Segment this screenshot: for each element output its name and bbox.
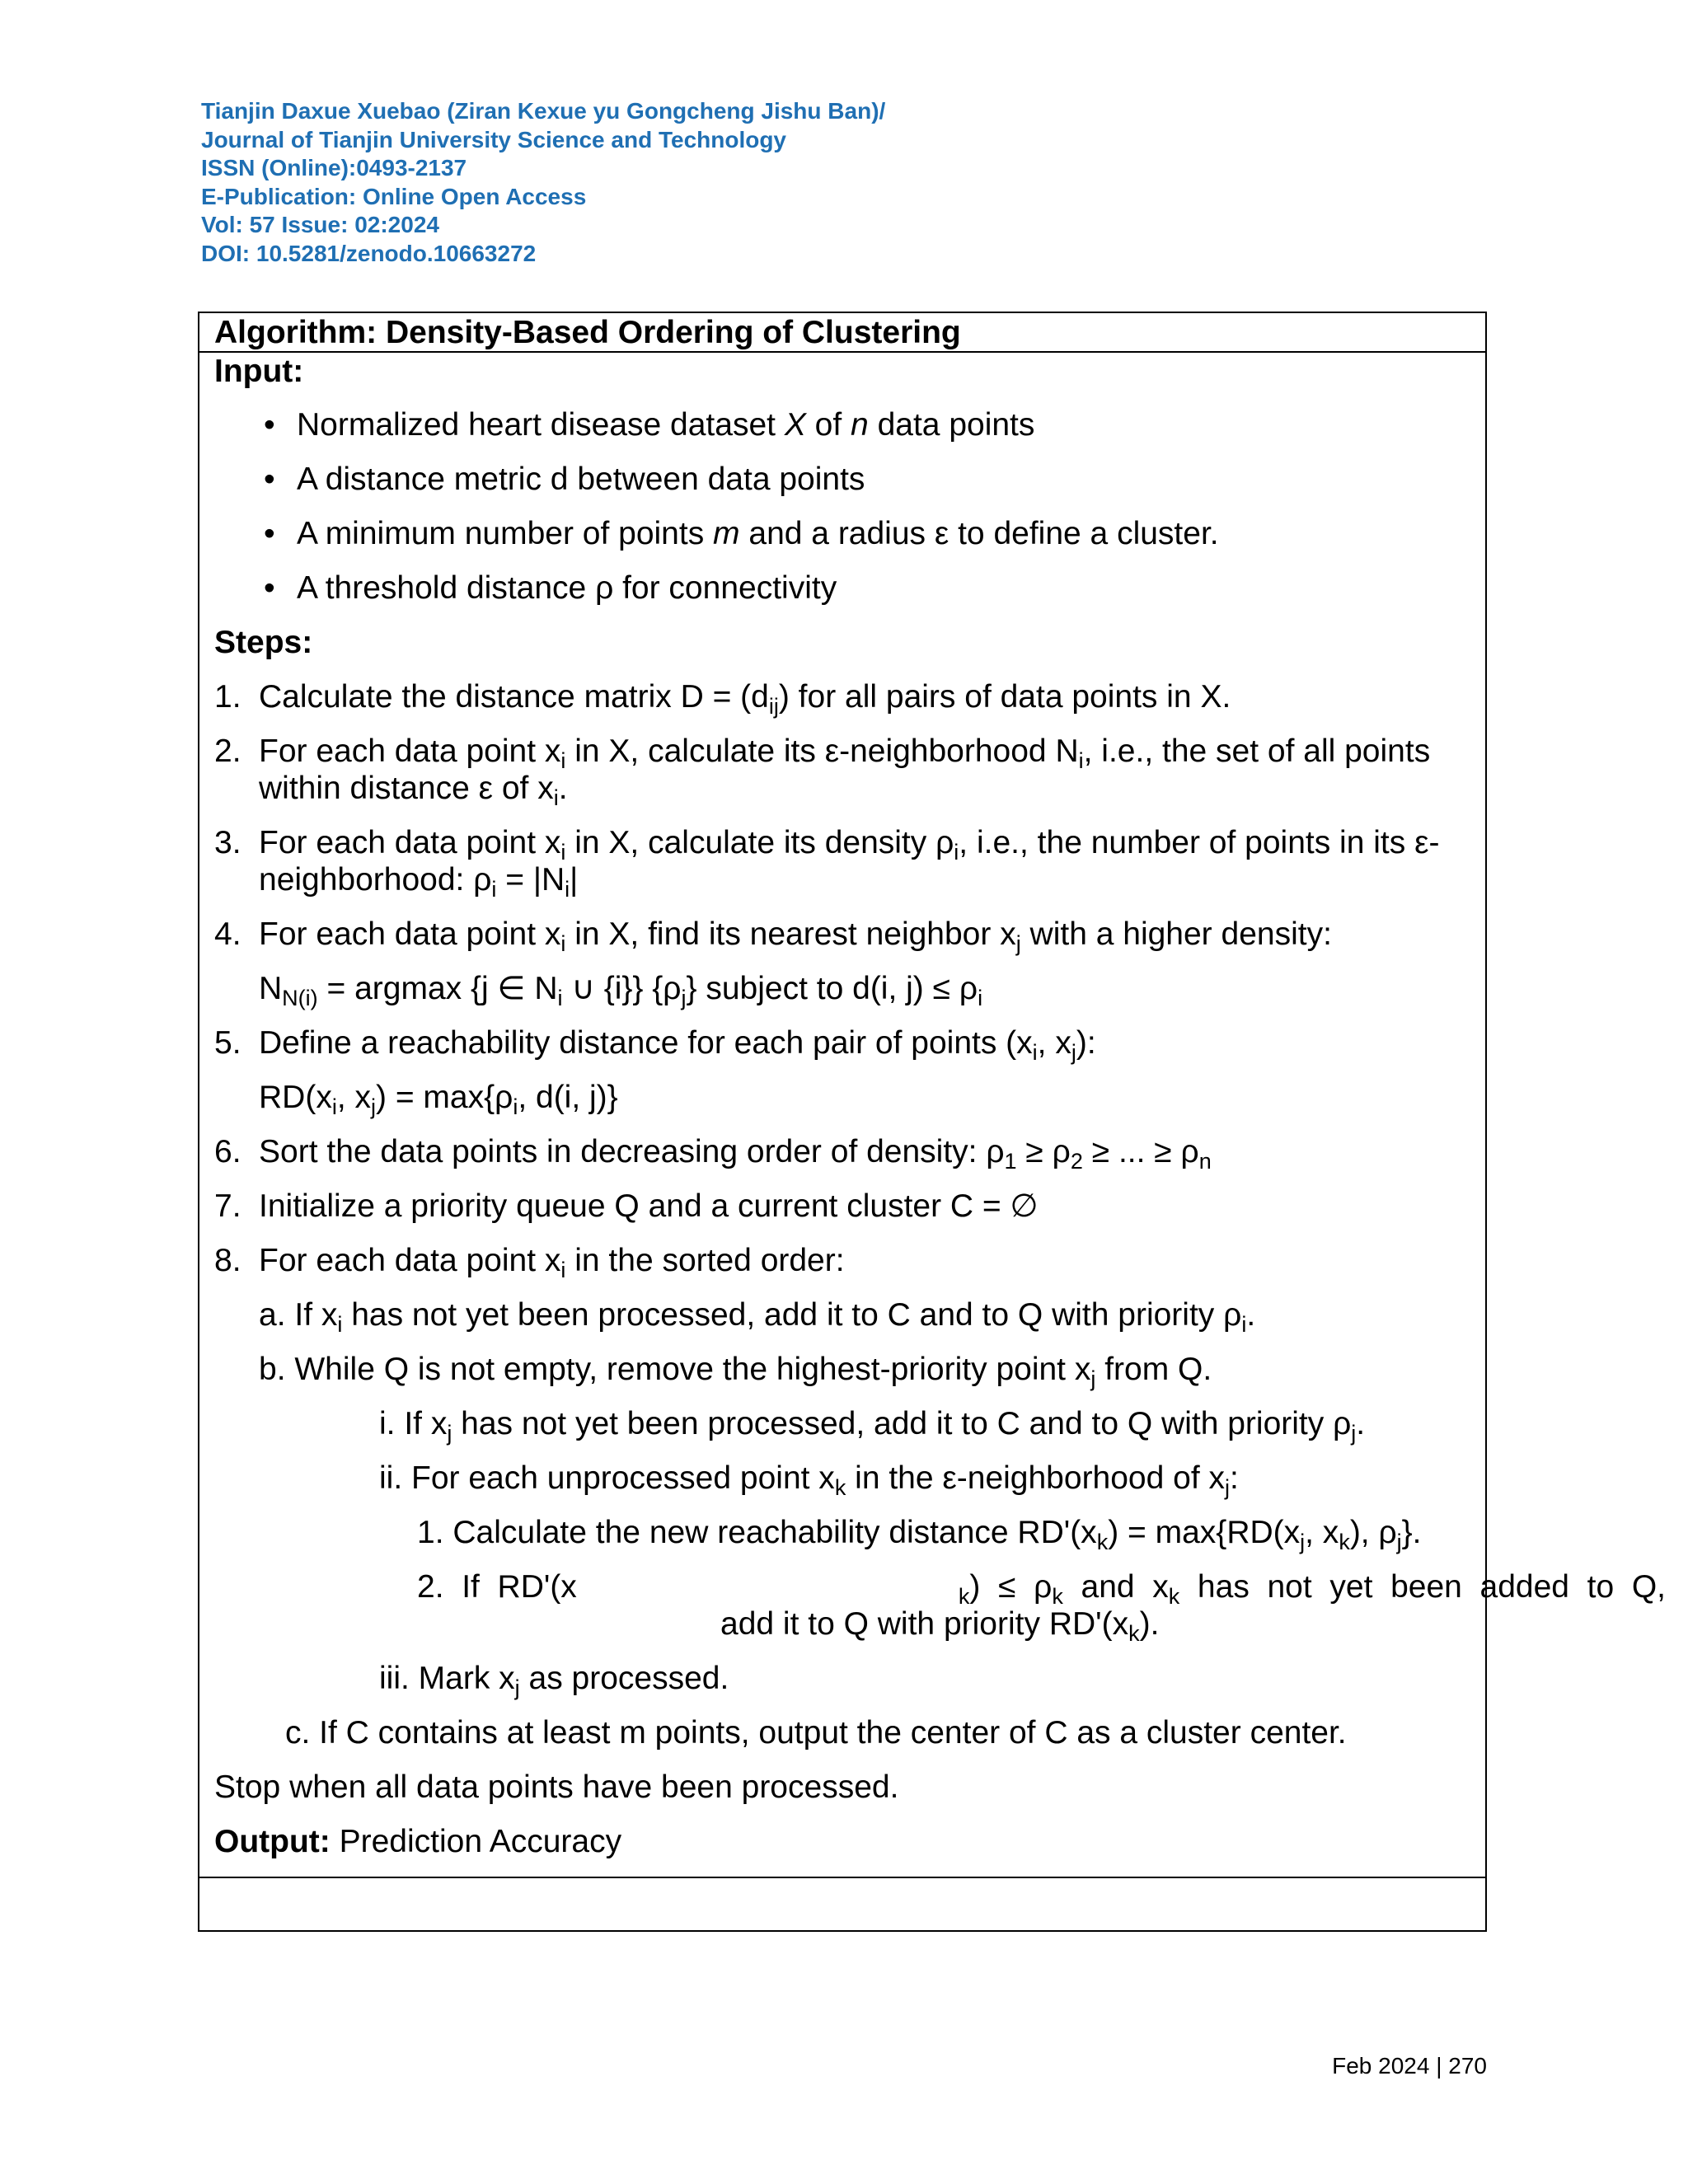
step-6: 6. Sort the data points in decreasing order of density: $\rho_1 \ge \rho_2$ ≥ ... ≥ $\rho_n$ bbox=[214, 1134, 1212, 1174]
step-8a: a. If $x_i$ has not yet been processed, add it to C and to Q with priority $\rho_i$. bbox=[259, 1297, 1256, 1337]
output-label: Output: bbox=[214, 1824, 331, 1859]
journal-title-line: Tianjin Daxue Xuebao (Ziran Kexue yu Gongcheng Jishu Ban)/ bbox=[201, 98, 886, 124]
algorithm-title-row bbox=[199, 313, 1485, 353]
journal-header bbox=[201, 97, 885, 268]
step-5: 5. Define a reachability distance for each pair of points ($x_i$, $x_j$): bbox=[214, 1025, 1096, 1065]
output-line bbox=[214, 1823, 621, 1861]
step-8: 8. For each data point $x_i$ in the sorted order: bbox=[214, 1243, 845, 1282]
volume-issue: Vol: 57 Issue: 02:2024 bbox=[201, 212, 439, 237]
input-item-min-points: • A minimum number of points m and a radius ε to define a cluster. bbox=[297, 515, 1219, 553]
step-2: 2. For each data point $x_i$ in X, calculate its ε-neighborhood $N_i$, i.e., the set of all points bbox=[214, 733, 1431, 773]
step-8b-i: i. If $x_j$ has not yet been processed, add it to C and to Q with priority $\rho_j$. bbox=[379, 1406, 1366, 1446]
bottom-divider bbox=[199, 1877, 1485, 1878]
input-heading: Input: bbox=[214, 354, 304, 389]
issn: ISSN (Online):0493-2137 bbox=[201, 155, 467, 180]
step-8b: b. While Q is not empty, remove the highest-priority point $x_j$ from Q. bbox=[259, 1352, 1212, 1391]
step-2-continued: within distance ε of $x_i$. bbox=[259, 771, 568, 810]
publication-type: E-Publication: Online Open Access bbox=[201, 183, 587, 209]
algorithm-title: Algorithm: Density-Based Ordering of Clustering bbox=[214, 315, 961, 350]
step-8b-ii-2-rest: $_k) \le \rho_k$ and $x_k$ has not yet been added to Q, bbox=[958, 1569, 1666, 1609]
algorithm-box bbox=[198, 312, 1666, 1932]
step-8b-ii: ii. For each unprocessed point $x_k$ in the ε-neighborhood of $x_j$: bbox=[379, 1460, 1239, 1500]
step-1: 1. Calculate the distance matrix $D = (d_{ij})$ for all pairs of data points in X. bbox=[214, 679, 1231, 719]
step-8b-ii-2: 2. If RD'(x $_k) \le \rho_k$ and $x_k$ has not yet been added to Q, bbox=[417, 1569, 1666, 1609]
step-3: 3. For each data point $x_i$ in X, calculate its density $\rho_i$, i.e., the number of points in its ε- bbox=[214, 825, 1440, 865]
page-footer: Feb 2024 | 270 bbox=[1332, 2053, 1487, 2079]
step-4: 4. For each data point $x_i$ in X, find its nearest neighbor $x_j$ with a higher density: bbox=[214, 916, 1332, 956]
stop-condition: Stop when all data points have been processed. bbox=[214, 1769, 899, 1805]
step-8c: c. If C contains at least m points, output the center of C as a cluster center. bbox=[285, 1715, 1347, 1750]
steps-heading: Steps: bbox=[214, 625, 313, 660]
journal-name: Journal of Tianjin University Science and Technology bbox=[201, 126, 787, 152]
input-item-distance-metric: • A distance metric d between data points bbox=[297, 461, 865, 499]
step-8b-ii-1: 1. Calculate the new reachability distance $RD'(x_k) = \max\{RD(x_j$, $x_k$), $\rho_j$}. bbox=[417, 1515, 1422, 1554]
step-4-formula: $N_{N(i)} = argmax$ {j ∈ $N_i$ ∪ {i}} $\{\rho_j\}$ subject to d(i, $j) \le \rho_i$ bbox=[259, 971, 983, 1010]
step-7: 7. Initialize a priority queue Q and a current cluster C = ∅ bbox=[214, 1188, 1039, 1224]
step-8b-iii: iii. Mark $x_j$ as processed. bbox=[379, 1661, 729, 1700]
step-8b-ii-2-continued: add it to Q with priority $RD'(x_k)$. bbox=[720, 1606, 1160, 1646]
input-item-threshold: • A threshold distance ρ for connectivity bbox=[297, 569, 837, 607]
doi: DOI: 10.5281/zenodo.10663272 bbox=[201, 240, 537, 266]
input-item-dataset: • Normalized heart disease dataset X of n data points bbox=[297, 406, 1034, 444]
step-3-continued: neighborhood: $\rho_i = |N_i|$ bbox=[259, 862, 579, 902]
step-5-formula: $RD(x_i$, $x_j) = \max\{\rho_i$, d(i, j)} bbox=[259, 1080, 618, 1119]
output-value: Prediction Accuracy bbox=[330, 1824, 622, 1859]
